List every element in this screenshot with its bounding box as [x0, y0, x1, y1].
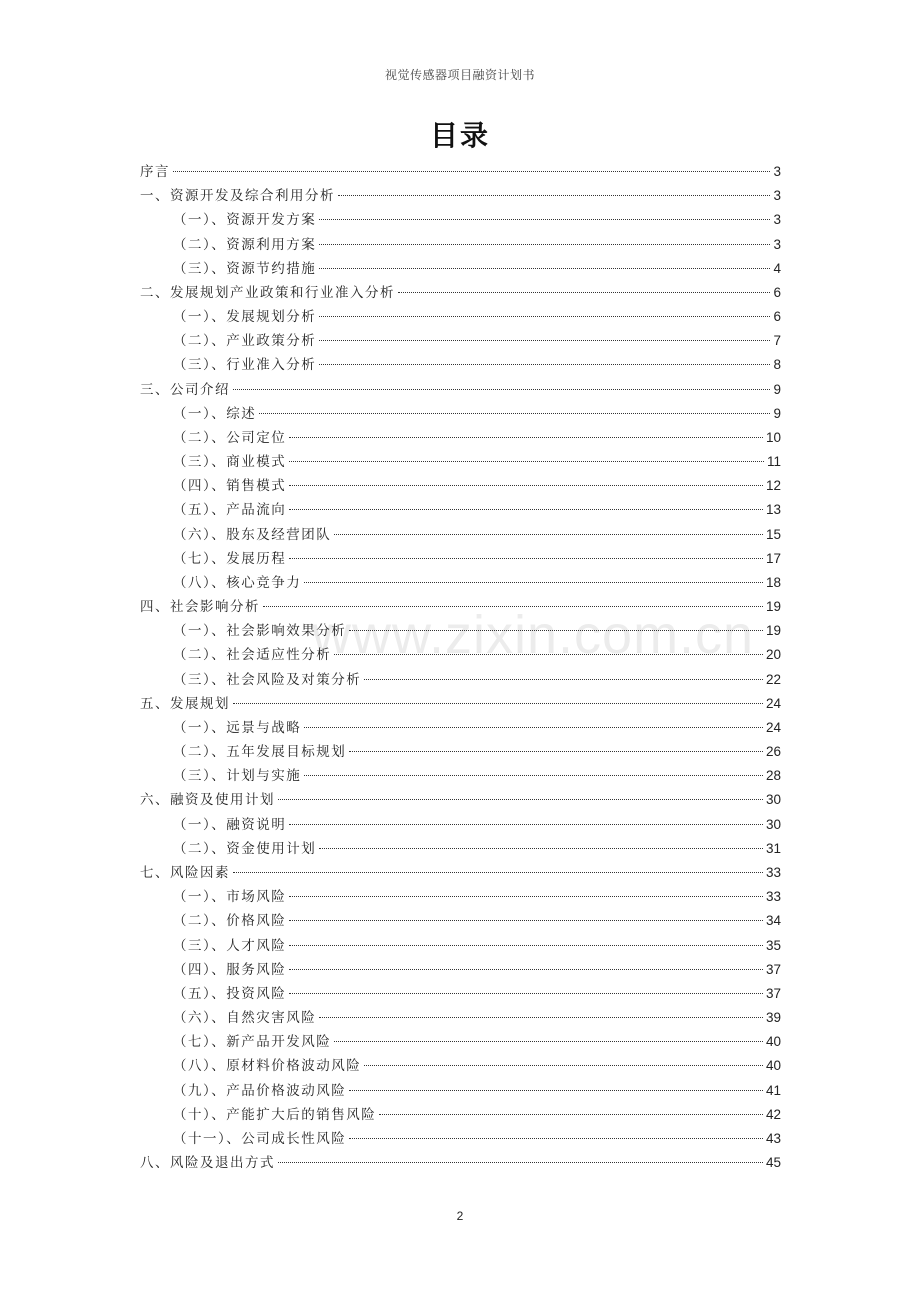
- toc-chapter-entry[interactable]: [140, 160, 781, 184]
- toc-entry-label: （十一）、公司成长性风险: [173, 1130, 347, 1147]
- toc-entry-label: （六）、自然灾害风险: [173, 1010, 317, 1027]
- toc-entry-label: 七、风险因素: [140, 864, 230, 881]
- dot-leader: [349, 630, 763, 631]
- toc-entry-label: （四）、服务风险: [173, 961, 287, 978]
- dot-leader: [289, 920, 763, 921]
- toc-entry-page: 37: [765, 961, 781, 977]
- dot-leader: [278, 799, 763, 800]
- dot-leader: [289, 509, 763, 510]
- toc-entry-label: （九）、产品价格波动风险: [173, 1082, 347, 1099]
- dot-leader: [289, 896, 763, 897]
- toc-entry-page: 20: [765, 647, 781, 663]
- toc-entry-label: （一）、融资说明: [173, 816, 287, 833]
- dot-leader: [364, 1065, 763, 1066]
- dot-leader: [289, 993, 763, 994]
- toc-section-entry[interactable]: [140, 934, 781, 958]
- toc-entry-page: 40: [765, 1058, 781, 1074]
- toc-entry-label: （二）、公司定位: [173, 429, 287, 446]
- toc-entry-label: 四、社会影响分析: [140, 599, 260, 616]
- toc-entry-page: 19: [765, 623, 781, 639]
- toc-section-entry[interactable]: [140, 982, 781, 1006]
- toc-section-entry[interactable]: [140, 523, 781, 547]
- dot-leader: [233, 703, 763, 704]
- dot-leader: [349, 1138, 763, 1139]
- dot-leader: [319, 364, 770, 365]
- dot-leader: [364, 679, 763, 680]
- toc-entry-label: 六、融资及使用计划: [140, 792, 275, 809]
- toc-entry-label: （一）、资源开发方案: [173, 212, 317, 229]
- toc-entry-page: 4: [773, 260, 781, 276]
- toc-section-entry[interactable]: [140, 837, 781, 861]
- running-header: 视觉传感器项目融资计划书: [384, 68, 535, 82]
- toc-entry-page: 22: [765, 671, 781, 687]
- toc-entry-page: 3: [773, 236, 781, 252]
- toc-entry-label: 一、资源开发及综合利用分析: [140, 188, 335, 205]
- toc-section-entry[interactable]: [140, 571, 781, 595]
- toc-section-entry[interactable]: [140, 885, 781, 909]
- dot-leader: [173, 171, 770, 172]
- toc-section-entry[interactable]: [140, 474, 781, 498]
- dot-leader: [319, 316, 770, 317]
- dot-leader: [319, 219, 770, 220]
- toc-entry-page: 6: [773, 284, 781, 300]
- page-number: 2: [456, 1209, 464, 1223]
- dot-leader: [289, 461, 764, 462]
- toc-entry-label: （三）、计划与实施: [173, 768, 302, 785]
- dot-leader: [233, 389, 770, 390]
- toc-entry-label: （三）、人才风险: [173, 937, 287, 954]
- toc-chapter-entry[interactable]: [140, 184, 781, 208]
- toc-entry-label: （七）、发展历程: [173, 550, 287, 567]
- toc-entry-label: （一）、社会影响效果分析: [173, 623, 347, 640]
- toc-entry-label: 序言: [140, 164, 170, 180]
- dot-leader: [338, 195, 770, 196]
- toc-entry-label: （五）、产品流向: [173, 502, 287, 519]
- toc-chapter-entry[interactable]: [140, 378, 781, 402]
- toc-entry-page: 19: [765, 599, 781, 615]
- toc-chapter-entry[interactable]: [140, 692, 781, 716]
- toc-entry-label: （二）、社会适应性分析: [173, 647, 332, 664]
- toc-entry-label: （二）、价格风险: [173, 913, 287, 930]
- dot-leader: [259, 413, 770, 414]
- toc-entry-page: 31: [765, 840, 781, 856]
- toc-section-entry[interactable]: [140, 1127, 781, 1151]
- toc-entry-label: （一）、综述: [173, 405, 257, 422]
- toc-entry-label: 五、发展规划: [140, 695, 230, 712]
- dot-leader: [398, 292, 770, 293]
- toc-entry-page: 9: [773, 381, 781, 397]
- toc-entry-page: 42: [765, 1106, 781, 1122]
- dot-leader: [263, 606, 763, 607]
- toc-entry-label: （七）、新产品开发风险: [173, 1034, 332, 1051]
- toc-entry-page: 12: [765, 478, 781, 494]
- dot-leader: [289, 945, 763, 946]
- toc-section-entry[interactable]: [140, 208, 781, 232]
- toc-entry-page: 41: [765, 1082, 781, 1098]
- table-of-contents: [140, 160, 781, 1175]
- dot-leader: [319, 340, 770, 341]
- toc-entry-label: 三、公司介绍: [140, 381, 230, 398]
- toc-entry-label: （八）、核心竞争力: [173, 574, 302, 591]
- toc-section-entry[interactable]: [140, 547, 781, 571]
- toc-entry-page: 15: [765, 526, 781, 542]
- toc-section-entry[interactable]: [140, 643, 781, 667]
- toc-entry-page: 28: [765, 768, 781, 784]
- toc-entry-page: 43: [765, 1130, 781, 1146]
- dot-leader: [289, 485, 763, 486]
- toc-entry-label: 二、发展规划产业政策和行业准入分析: [140, 284, 395, 301]
- toc-section-entry[interactable]: [140, 402, 781, 426]
- toc-section-entry[interactable]: [140, 958, 781, 982]
- toc-entry-label: （一）、发展规划分析: [173, 309, 317, 326]
- toc-entry-page: 17: [765, 550, 781, 566]
- dot-leader: [319, 244, 770, 245]
- dot-leader: [304, 775, 763, 776]
- dot-leader: [319, 268, 770, 269]
- dot-leader: [278, 1162, 763, 1163]
- dot-leader: [319, 1017, 763, 1018]
- toc-entry-label: （六）、股东及经营团队: [173, 526, 332, 543]
- toc-entry-page: 8: [773, 357, 781, 373]
- dot-leader: [289, 437, 763, 438]
- toc-section-entry[interactable]: [140, 764, 781, 788]
- toc-section-entry[interactable]: [140, 668, 781, 692]
- dot-leader: [379, 1114, 763, 1115]
- watermark: www.zixin.com.cn: [312, 605, 755, 665]
- toc-entry-page: 18: [765, 574, 781, 590]
- dot-leader: [233, 872, 763, 873]
- dot-leader: [304, 727, 763, 728]
- toc-entry-page: 13: [765, 502, 781, 518]
- toc-entry-page: 3: [773, 188, 781, 204]
- toc-entry-label: （五）、投资风险: [173, 985, 287, 1002]
- toc-entry-label: （三）、商业模式: [173, 454, 287, 471]
- toc-entry-page: 9: [773, 405, 781, 421]
- toc-entry-page: 11: [766, 454, 781, 470]
- dot-leader: [304, 582, 763, 583]
- toc-entry-page: 40: [765, 1034, 781, 1050]
- toc-entry-page: 45: [765, 1155, 781, 1171]
- dot-leader: [334, 1041, 763, 1042]
- toc-section-entry[interactable]: [140, 329, 781, 353]
- toc-entry-label: （八）、原材料价格波动风险: [173, 1058, 362, 1075]
- toc-entry-label: （一）、远景与战略: [173, 719, 302, 736]
- toc-entry-page: 39: [765, 1010, 781, 1026]
- toc-entry-page: 3: [773, 212, 781, 228]
- toc-section-entry[interactable]: [140, 1054, 781, 1078]
- toc-entry-page: 33: [765, 889, 781, 905]
- toc-chapter-entry[interactable]: [140, 1151, 781, 1175]
- toc-section-entry[interactable]: [140, 257, 781, 281]
- dot-leader: [289, 824, 763, 825]
- toc-chapter-entry[interactable]: [140, 861, 781, 885]
- dot-leader: [334, 654, 763, 655]
- toc-section-entry[interactable]: [140, 498, 781, 522]
- toc-entry-page: 34: [765, 913, 781, 929]
- toc-section-entry[interactable]: [140, 909, 781, 933]
- toc-section-entry[interactable]: [140, 450, 781, 474]
- toc-entry-page: 3: [773, 164, 781, 179]
- toc-entry-page: 26: [765, 744, 781, 760]
- toc-section-entry[interactable]: [140, 305, 781, 329]
- toc-entry-page: 24: [765, 695, 781, 711]
- toc-entry-page: 33: [765, 864, 781, 880]
- toc-entry-label: （二）、产业政策分析: [173, 333, 317, 350]
- toc-section-entry[interactable]: [140, 813, 781, 837]
- toc-entry-page: 6: [773, 309, 781, 325]
- toc-section-entry[interactable]: [140, 1030, 781, 1054]
- toc-chapter-entry[interactable]: [140, 281, 781, 305]
- toc-entry-label: （二）、五年发展目标规划: [173, 744, 347, 761]
- toc-section-entry[interactable]: [140, 740, 781, 764]
- toc-entry-page: 24: [765, 719, 781, 735]
- toc-chapter-entry[interactable]: [140, 595, 781, 619]
- toc-entry-label: （一）、市场风险: [173, 889, 287, 906]
- toc-entry-label: （四）、销售模式: [173, 478, 287, 495]
- toc-section-entry[interactable]: [140, 1103, 781, 1127]
- toc-entry-label: （二）、资金使用计划: [173, 840, 317, 857]
- toc-entry-label: 八、风险及退出方式: [140, 1155, 275, 1172]
- toc-entry-page: 30: [765, 792, 781, 808]
- toc-entry-page: 10: [765, 429, 781, 445]
- toc-entry-label: （三）、资源节约措施: [173, 260, 317, 277]
- toc-entry-page: 7: [773, 333, 781, 349]
- dot-leader: [349, 751, 763, 752]
- toc-entry-page: 37: [765, 985, 781, 1001]
- toc-section-entry[interactable]: [140, 233, 781, 257]
- page-title: 目录: [429, 119, 490, 152]
- toc-section-entry[interactable]: [140, 1006, 781, 1030]
- dot-leader: [349, 1090, 763, 1091]
- toc-entry-label: （十）、产能扩大后的销售风险: [173, 1106, 377, 1123]
- toc-entry-label: （三）、行业准入分析: [173, 357, 317, 374]
- dot-leader: [289, 558, 763, 559]
- toc-entry-page: 30: [765, 816, 781, 832]
- toc-entry-label: （二）、资源利用方案: [173, 236, 317, 253]
- toc-section-entry[interactable]: [140, 619, 781, 643]
- toc-section-entry[interactable]: [140, 1079, 781, 1103]
- toc-chapter-entry[interactable]: [140, 788, 781, 812]
- toc-section-entry[interactable]: [140, 426, 781, 450]
- toc-entry-page: 35: [765, 937, 781, 953]
- dot-leader: [289, 969, 763, 970]
- toc-section-entry[interactable]: [140, 716, 781, 740]
- toc-entry-label: （三）、社会风险及对策分析: [173, 671, 362, 688]
- dot-leader: [334, 534, 763, 535]
- toc-section-entry[interactable]: [140, 353, 781, 377]
- dot-leader: [319, 848, 763, 849]
